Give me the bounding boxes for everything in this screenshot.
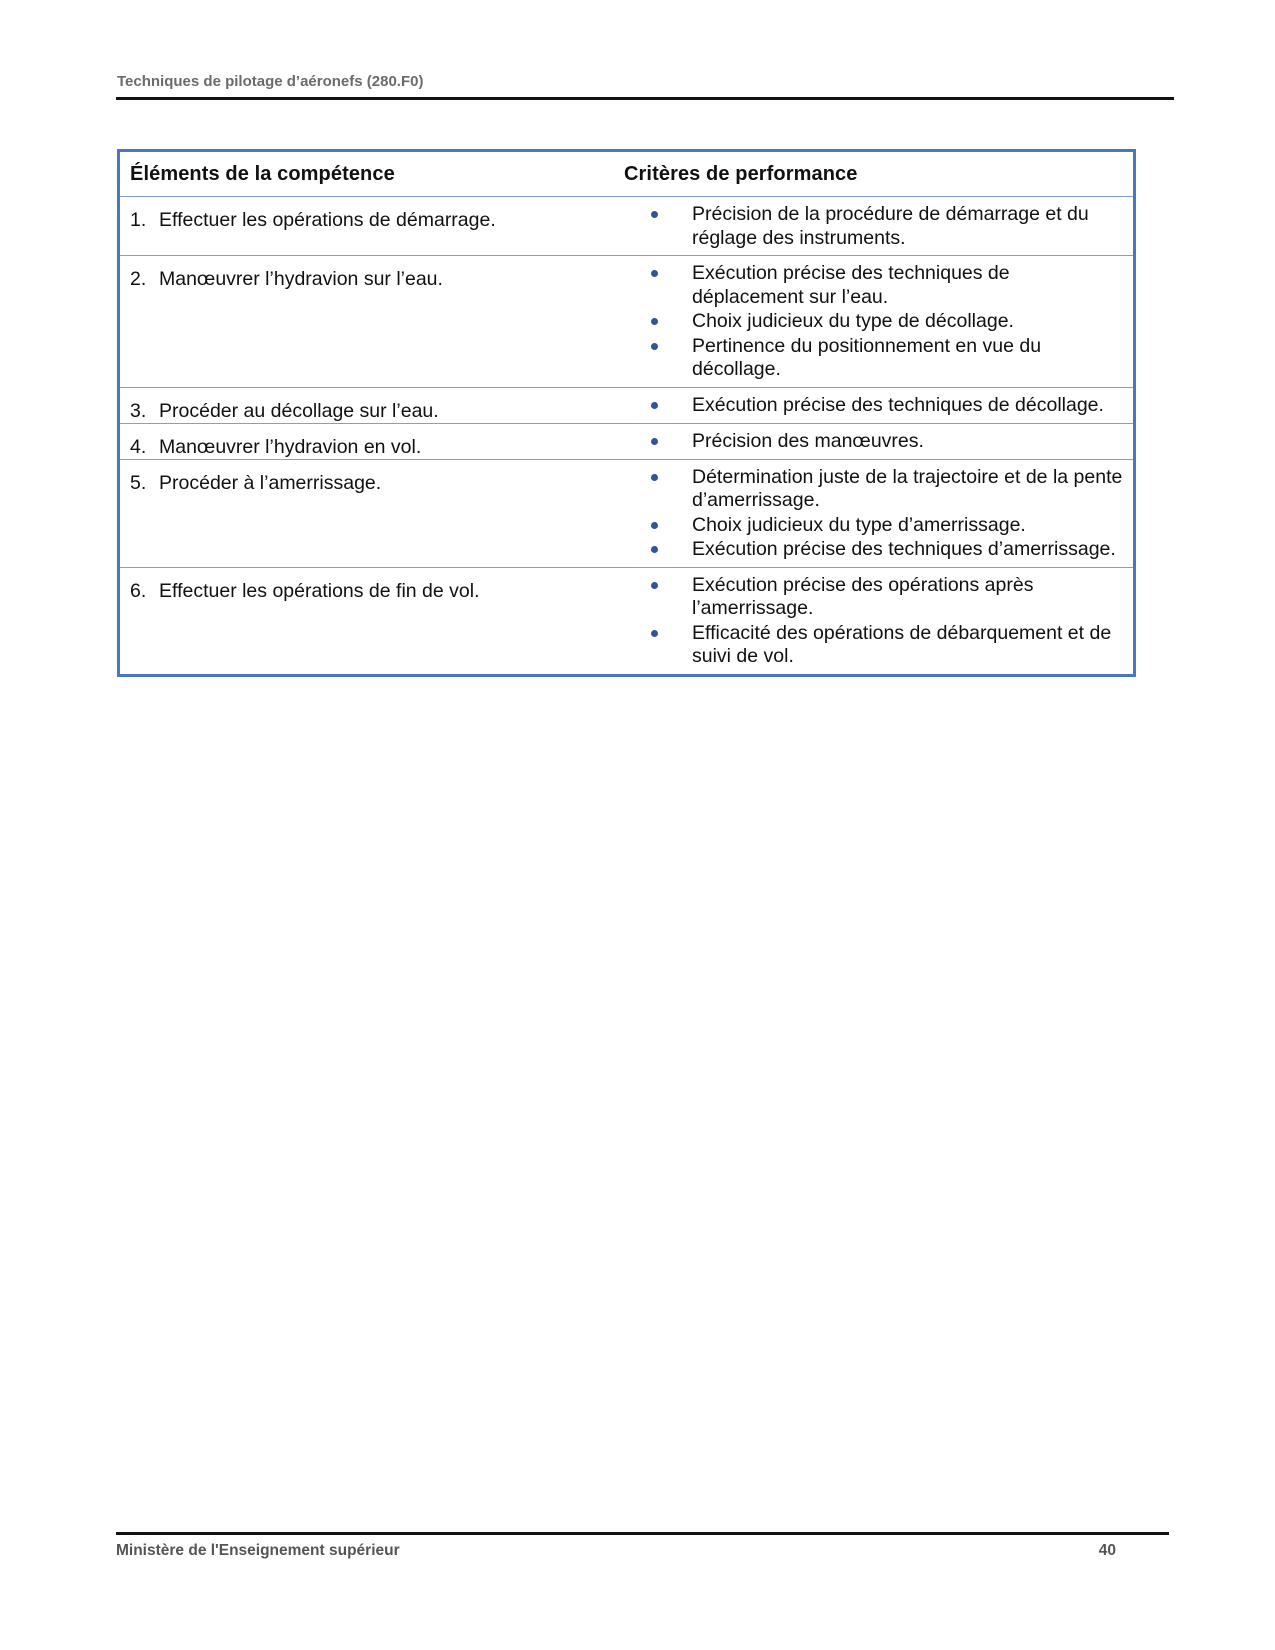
criterion-text: Exécution précise des techniques de décollage. [692,393,1104,416]
criterion-item [624,335,1133,382]
table-row [120,568,1133,674]
bullet-icon [624,430,692,454]
criteria-cell [624,568,1133,674]
element-number: 5. [130,471,147,494]
criterion-item [624,538,1133,562]
element-cell [120,568,624,674]
element-text: Effectuer les opérations de fin de vol. [159,579,480,602]
criterion-text: Précision des manœuvres. [692,429,924,452]
column-heading-elements: Éléments de la compétence [130,162,395,185]
document-title: Techniques de pilotage d’aéronefs (280.F0) [117,73,424,90]
criterion-text: Efficacité des opérations de débarquement et de suivi de vol. [692,621,1112,667]
bullet-icon [624,203,692,250]
criterion-text: Exécution précise des techniques de déplacement sur l’eau. [692,262,1010,308]
bullet-icon [624,538,692,562]
criteria-cell [624,197,1133,255]
element-cell [120,388,624,423]
table-row [120,197,1133,256]
criterion-item [624,203,1133,250]
criterion-item [624,394,1133,418]
criterion-item [624,622,1133,669]
element-text: Manœuvrer l’hydravion sur l’eau. [159,268,443,290]
element-cell [120,424,624,459]
criteria-cell [624,424,1133,459]
criteria-cell [624,460,1133,567]
criterion-item [624,514,1133,538]
page-footer [116,1532,1169,1565]
table-row [120,460,1133,568]
element-cell [120,460,624,567]
page-header [116,71,1174,100]
bullet-icon [624,335,692,382]
criteria-cell [624,256,1133,387]
bullet-icon [624,310,692,334]
element-number: 2. [130,268,147,290]
competence-table [117,149,1136,677]
element-number: 3. [130,399,147,422]
column-heading-criteria: Critères de performance [624,162,858,185]
table-row [120,388,1133,424]
element-number: 4. [130,435,147,458]
bullet-icon [624,574,692,621]
criterion-text: Précision de la procédure de démarrage et du réglage des instruments. [692,203,1089,249]
bullet-icon [624,262,692,309]
element-text: Procéder au décollage sur l’eau. [159,399,439,422]
element-cell [120,197,624,255]
page-number: 40 [1098,1542,1116,1559]
bullet-icon [624,622,692,669]
criterion-item [624,310,1133,334]
criteria-cell [624,388,1133,423]
element-text: Procéder à l’amerrissage. [159,471,382,494]
element-text: Effectuer les opérations de démarrage. [159,209,496,231]
element-number: 6. [130,579,147,602]
criterion-text: Pertinence du positionnement en vue du décollage. [692,334,1042,380]
table-header-row [120,152,1133,197]
criterion-item [624,466,1133,513]
table-row [120,424,1133,460]
criterion-text: Exécution précise des opérations après l’amerrissage. [692,573,1034,619]
criterion-item [624,430,1133,454]
criterion-text: Exécution précise des techniques d’amerrissage. [692,538,1116,560]
table-row [120,256,1133,388]
criterion-text: Choix judicieux du type d’amerrissage. [692,513,1026,536]
criterion-text: Détermination juste de la trajectoire et de la pente d’amerrissage. [692,465,1123,511]
bullet-icon [624,514,692,538]
criterion-item [624,574,1133,621]
footer-ministry: Ministère de l'Enseignement supérieur [116,1542,400,1559]
bullet-icon [624,466,692,513]
element-cell [120,256,624,387]
criterion-item [624,262,1133,309]
element-number: 1. [130,209,147,231]
bullet-icon [624,394,692,418]
criterion-text: Choix judicieux du type de décollage. [692,310,1014,332]
element-text: Manœuvrer l’hydravion en vol. [159,435,422,458]
